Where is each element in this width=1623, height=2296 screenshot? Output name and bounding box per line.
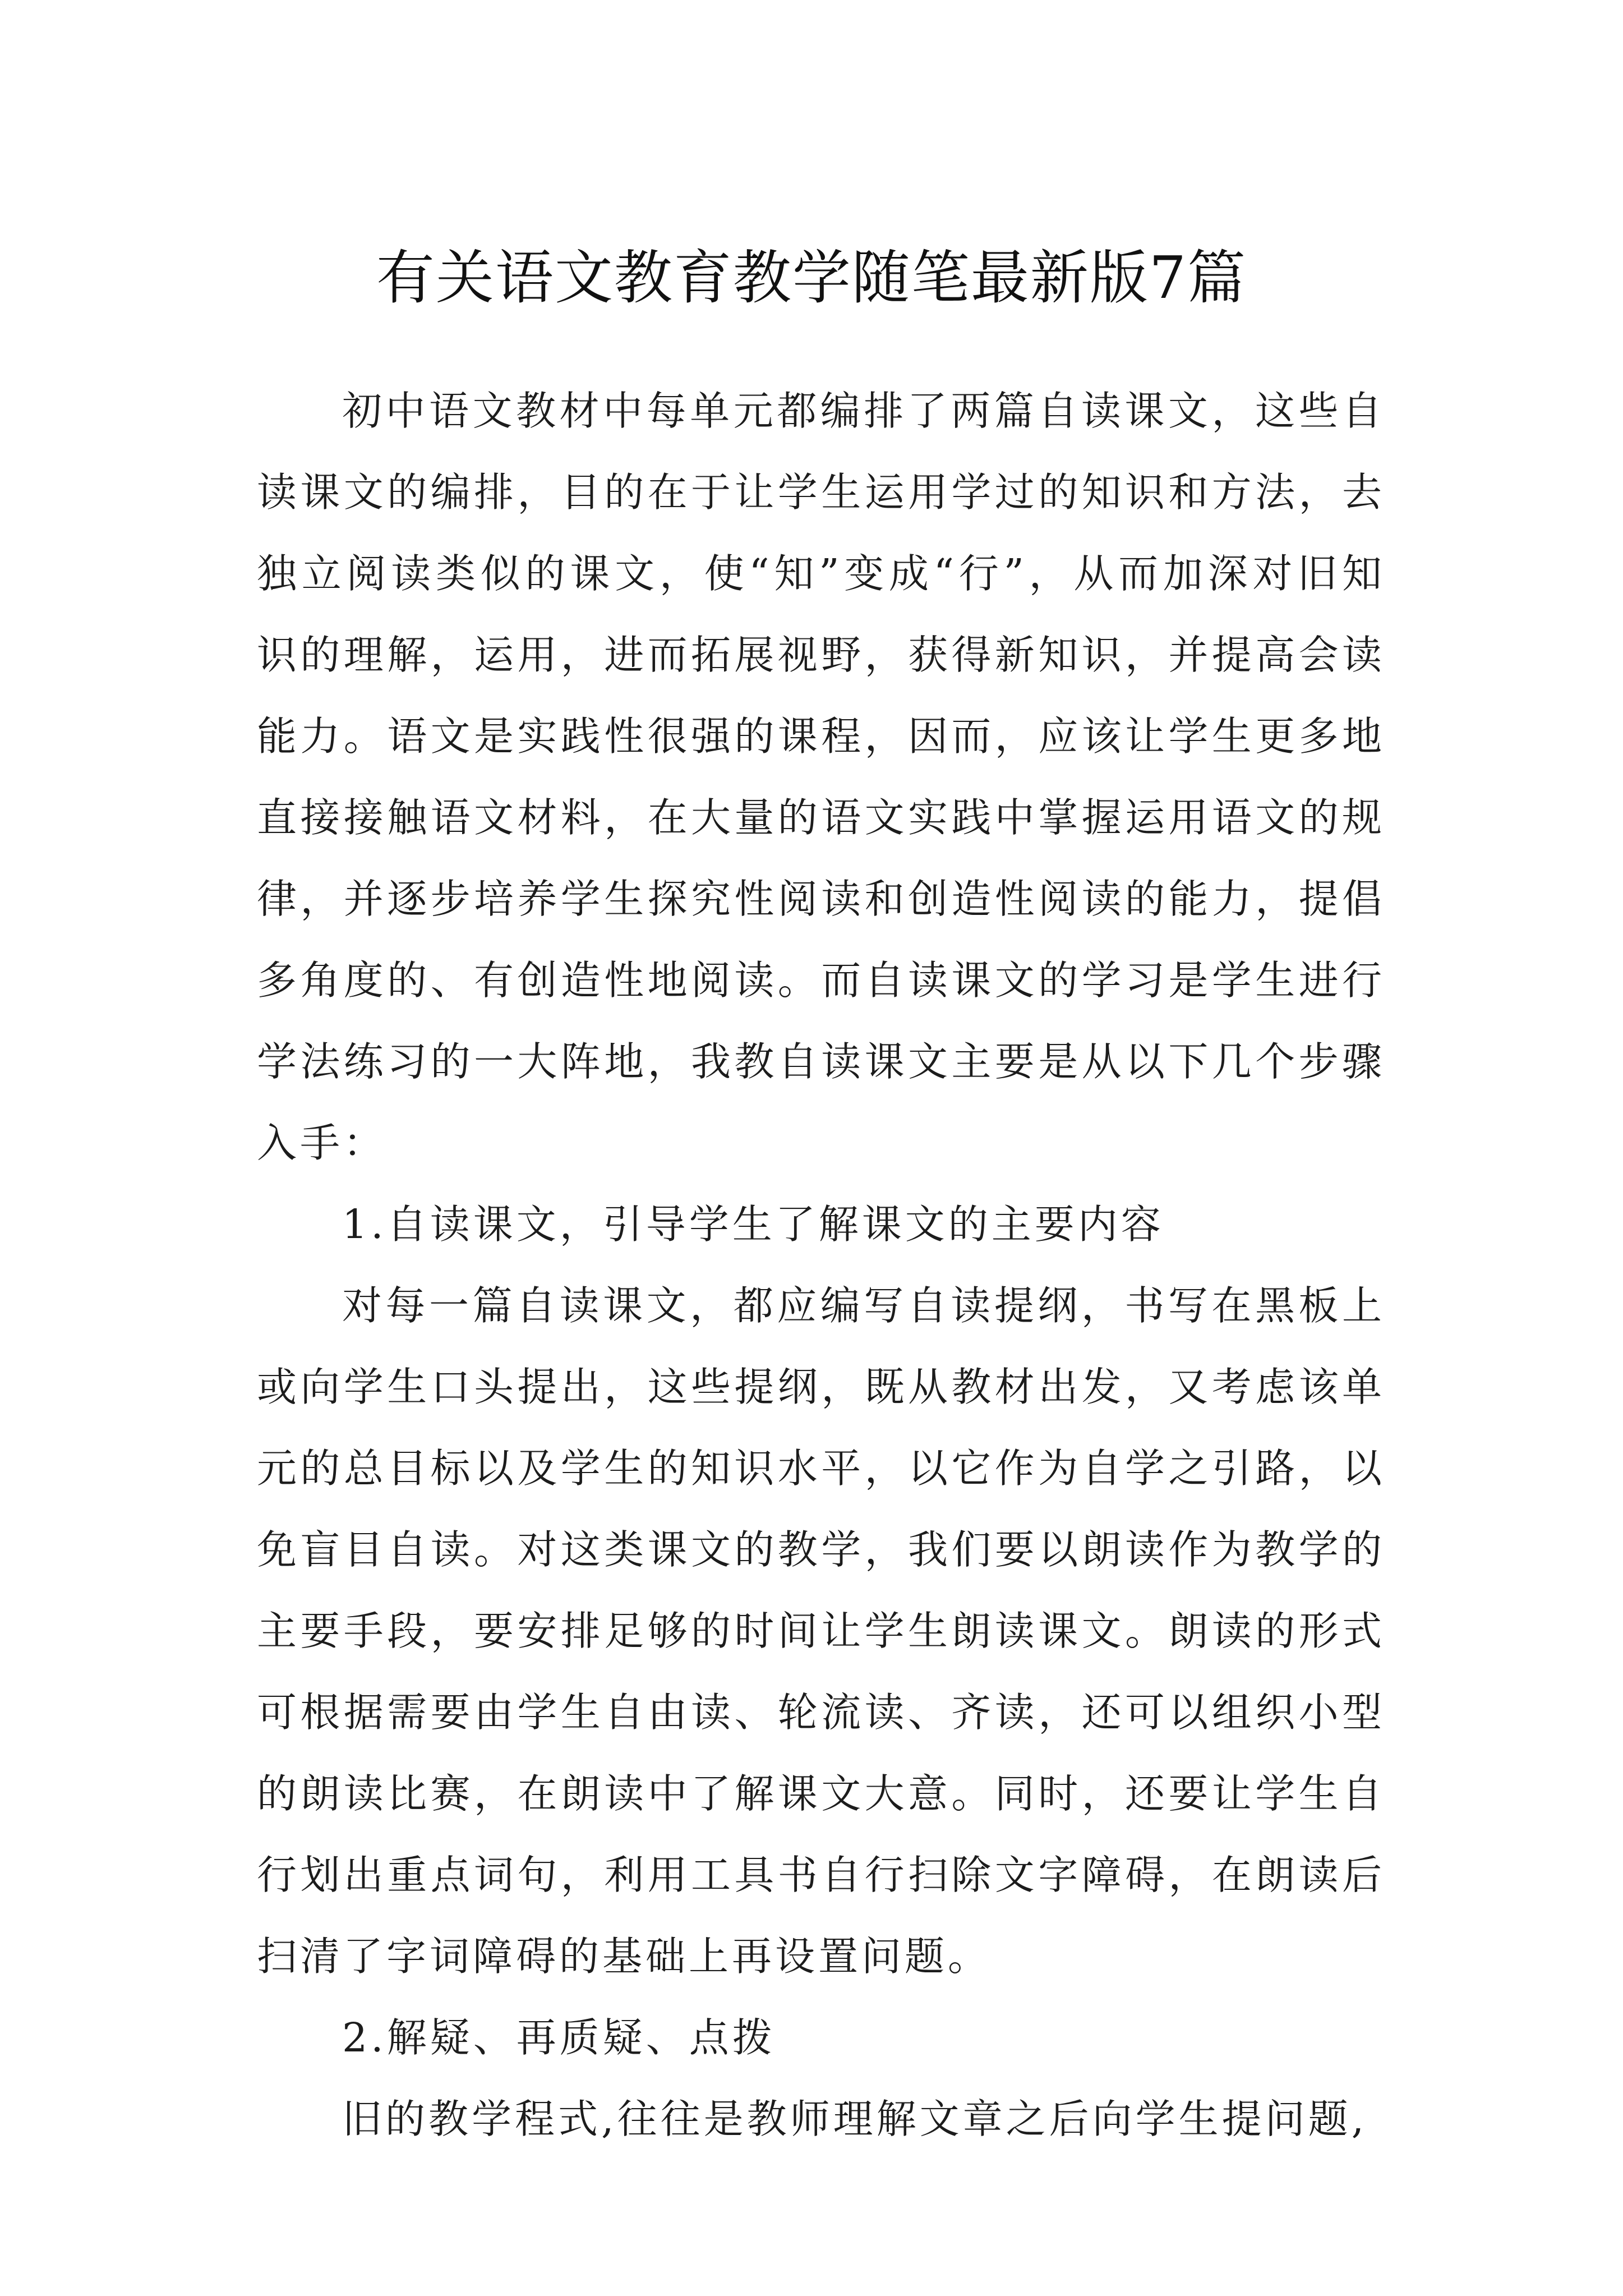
paragraph-intro: 初中语文教材中每单元都编排了两篇自读课文，这些自读课文的编排，目的在于让学生运用学过的知识和方法，去独立阅读类似的课文，使“知”变成“行”，从而加深对旧知识的理解，运用，进而拓展视野，获得新知识，并提高会读能力。语文是实践性很强的课程，因而，应该让学生更多地直接接触语文材料，在大量的语文实践中掌握运用语文的规律，并逐步培养学生探究性阅读和创造性阅读的能力，提倡多角度的、有创造性地阅读。而自读课文的学习是学生进行学法练习的一大阵地，我教自读课文主要是从以下几个步骤入手： [257, 388, 1385, 1166]
section-heading-1: 1.自读课文，引导学生了解课文的主要内容 [342, 1201, 1164, 1248]
section-heading-2: 2.解疑、再质疑、点拨 [342, 2014, 776, 2061]
document-body [257, 370, 1385, 2160]
paragraph-section-1: 对每一篇自读课文，都应编写自读提纲，书写在黑板上或向学生口头提出，这些提纲，既从教材出发，又考虑该单元的总目标以及学生的知识水平，以它作为自学之引路，以免盲目自读。对这类课文的教学，我们要以朗读作为教学的主要手段，要安排足够的时间让学生朗读课文。朗读的形式可根据需要由学生自由读、轮流读、齐读，还可以组织小型的朗读比赛，在朗读中了解课文大意。同时，还要让学生自行划出重点词句，利用工具书自行扫除文字障碍，在朗读后扫清了字词障碍的基础上再设置问题。 [257, 1282, 1385, 1980]
paragraph-section-2: 旧的教学程式,往往是教师理解文章之后向学生提问题, [342, 2096, 1368, 2142]
document-title: 有关语文教育教学随笔最新版7篇 [376, 243, 1247, 312]
